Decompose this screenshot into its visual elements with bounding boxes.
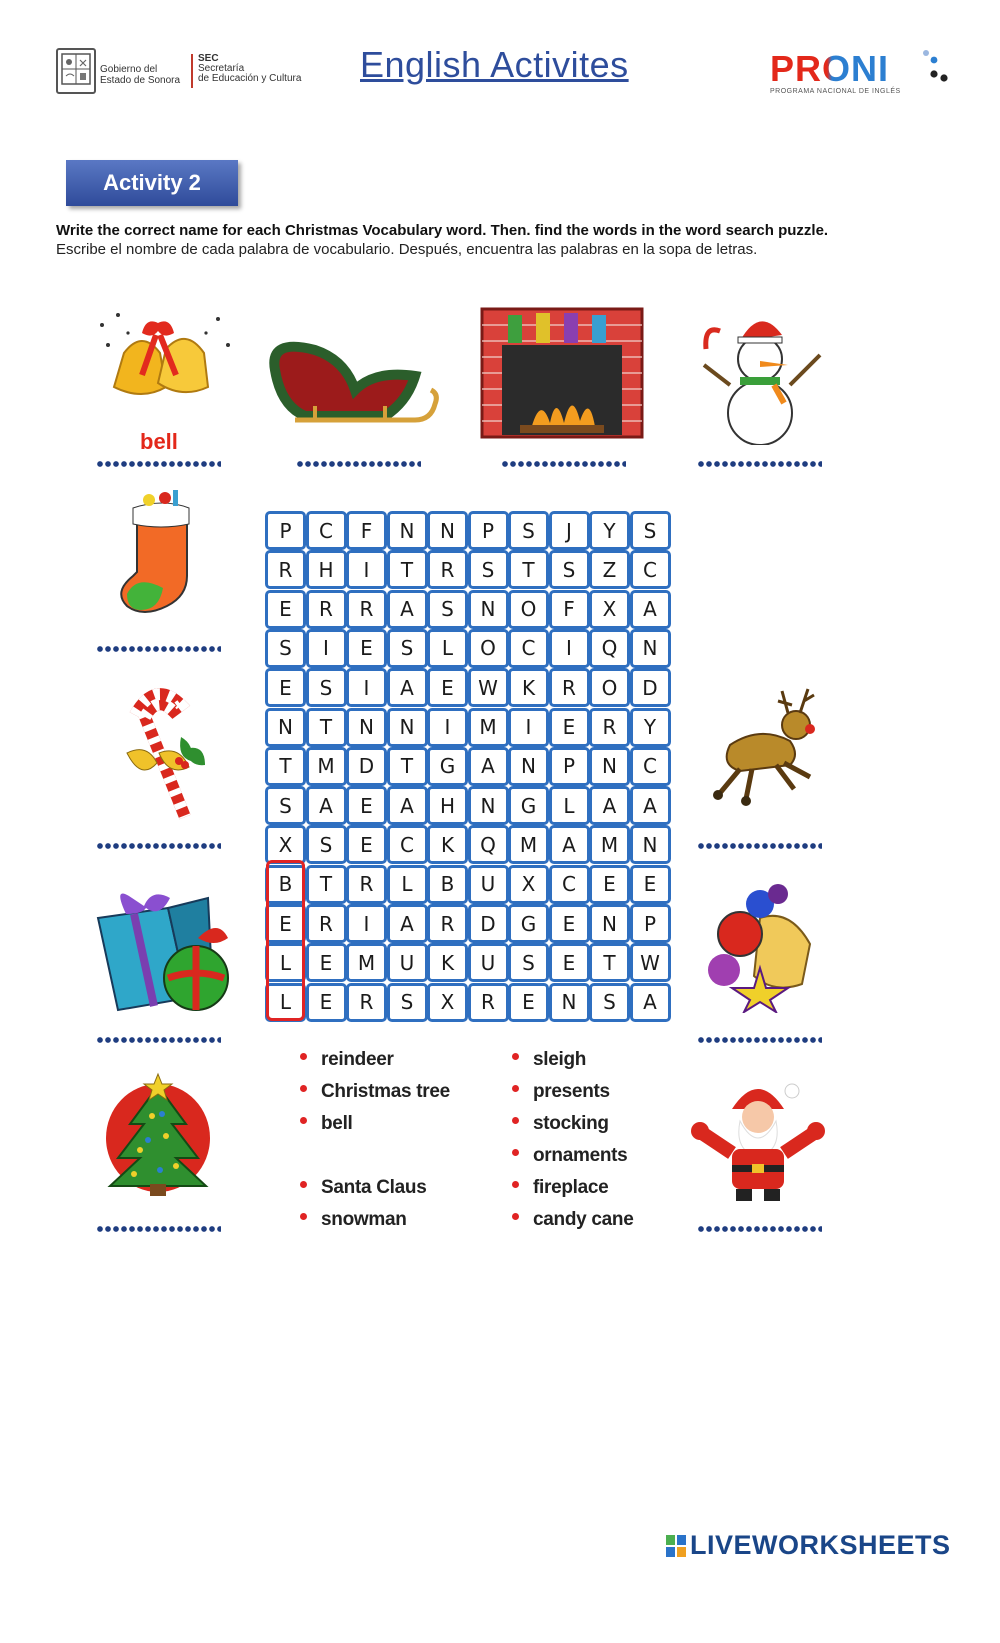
word-list-item: snowman <box>300 1209 500 1241</box>
grid-cell[interactable]: E <box>508 983 549 1022</box>
grid-cell[interactable]: K <box>427 943 468 982</box>
grid-cell[interactable]: H <box>427 786 468 825</box>
government-logo <box>56 48 302 96</box>
grid-cell[interactable]: L <box>265 983 306 1022</box>
gov-line-1: Gobierno del <box>100 64 158 75</box>
grid-cell[interactable]: T <box>265 747 306 786</box>
grid-cell[interactable]: B <box>427 865 468 904</box>
sec-line-3: de Educación y Cultura <box>198 73 302 84</box>
candy-cane-icon <box>105 685 215 820</box>
proni-dots-icon <box>920 48 950 84</box>
found-word-highlight <box>266 860 305 1021</box>
word-list-item: Christmas tree <box>300 1081 500 1113</box>
grid-cell[interactable]: D <box>630 668 671 707</box>
grid-cell[interactable]: N <box>508 747 549 786</box>
grid-cell[interactable]: A <box>387 904 428 943</box>
word-list-item: stocking <box>512 1113 712 1145</box>
grid-cell[interactable]: S <box>589 983 630 1022</box>
ornaments-picture <box>700 878 825 1013</box>
sonora-emblem-icon <box>56 48 96 94</box>
grid-cell[interactable]: O <box>508 590 549 629</box>
fireplace-picture <box>480 305 645 440</box>
grid-cell[interactable]: X <box>508 865 549 904</box>
grid-cell[interactable]: J <box>549 511 590 550</box>
grid-cell[interactable]: X <box>427 983 468 1022</box>
grid-cell[interactable]: K <box>508 668 549 707</box>
grid-cell[interactable]: R <box>427 550 468 589</box>
grid-cell[interactable]: O <box>589 668 630 707</box>
grid-cell[interactable]: I <box>346 550 387 589</box>
grid-cell[interactable]: S <box>306 825 347 864</box>
grid-cell[interactable]: Q <box>589 629 630 668</box>
presents-picture <box>78 878 236 1018</box>
answer-line-christmas-tree[interactable] <box>97 1225 221 1233</box>
ornaments-icon <box>700 878 825 1013</box>
grid-cell[interactable]: N <box>346 708 387 747</box>
grid-cell[interactable]: N <box>387 511 428 550</box>
grid-cell[interactable]: A <box>468 747 509 786</box>
grid-cell[interactable]: S <box>427 590 468 629</box>
grid-cell[interactable]: N <box>468 590 509 629</box>
grid-cell[interactable]: L <box>265 943 306 982</box>
grid-cell[interactable]: S <box>508 943 549 982</box>
gov-line-2: Estado de Sonora <box>100 75 181 86</box>
grid-cell[interactable]: T <box>306 708 347 747</box>
grid-cell[interactable]: I <box>346 668 387 707</box>
grid-cell[interactable]: E <box>549 943 590 982</box>
grid-cell[interactable]: S <box>265 629 306 668</box>
grid-cell[interactable]: M <box>589 825 630 864</box>
word-list-item: sleigh <box>512 1049 712 1081</box>
grid-cell[interactable]: M <box>508 825 549 864</box>
grid-cell[interactable]: C <box>630 550 671 589</box>
grid-cell[interactable]: U <box>468 943 509 982</box>
sec-line-2: Secretaría <box>198 63 245 74</box>
grid-cell[interactable]: A <box>630 983 671 1022</box>
grid-cell[interactable]: S <box>265 786 306 825</box>
grid-cell[interactable]: I <box>346 904 387 943</box>
grid-cell[interactable]: N <box>630 629 671 668</box>
grid-cell[interactable]: A <box>630 590 671 629</box>
grid-cell[interactable]: L <box>387 865 428 904</box>
grid-cell[interactable]: A <box>549 825 590 864</box>
grid-cell[interactable]: R <box>427 904 468 943</box>
answer-line-presents[interactable] <box>97 1036 221 1044</box>
grid-cell[interactable]: R <box>346 983 387 1022</box>
grid-cell[interactable]: P <box>468 511 509 550</box>
grid-cell[interactable]: E <box>306 983 347 1022</box>
grid-cell[interactable]: S <box>468 550 509 589</box>
grid-cell[interactable]: L <box>427 629 468 668</box>
answer-line-fireplace[interactable] <box>502 460 626 468</box>
grid-cell[interactable]: E <box>346 825 387 864</box>
grid-cell[interactable]: E <box>427 668 468 707</box>
grid-cell[interactable]: A <box>589 786 630 825</box>
word-list-item: fireplace <box>512 1177 712 1209</box>
grid-cell[interactable]: N <box>387 708 428 747</box>
grid-cell[interactable]: W <box>468 668 509 707</box>
stocking-picture <box>113 490 208 625</box>
reindeer-icon <box>700 685 830 815</box>
grid-cell[interactable]: O <box>468 629 509 668</box>
answer-line-ornaments[interactable] <box>698 1036 822 1044</box>
instruction-spanish: Escribe el nombre de cada palabra de vocabulario. Después, encuentra las palabras en la sopa de letras. <box>56 241 758 258</box>
grid-cell[interactable]: M <box>346 943 387 982</box>
grid-cell[interactable]: R <box>549 668 590 707</box>
word-list-item: candy cane <box>512 1209 712 1241</box>
grid-cell[interactable]: T <box>589 943 630 982</box>
activity-badge: Activity 2 <box>66 160 238 206</box>
grid-cell[interactable]: D <box>468 904 509 943</box>
instruction-english: Write the correct name for each Christmas Vocabulary word. Then. find the words in the word search puzzle. <box>56 222 829 239</box>
grid-cell[interactable]: N <box>589 904 630 943</box>
word-list-item: bell <box>300 1113 500 1145</box>
candy-cane-picture <box>105 685 215 820</box>
grid-cell[interactable]: T <box>387 747 428 786</box>
grid-cell[interactable]: R <box>346 865 387 904</box>
grid-cell[interactable]: C <box>508 629 549 668</box>
grid-cell[interactable]: W <box>630 943 671 982</box>
answer-line-bell[interactable] <box>97 460 221 468</box>
grid-cell[interactable]: T <box>306 865 347 904</box>
grid-cell[interactable]: S <box>508 511 549 550</box>
answer-line-sleigh[interactable] <box>297 460 421 468</box>
grid-cell[interactable]: X <box>265 825 306 864</box>
answer-line-santa-claus[interactable] <box>698 1225 822 1233</box>
bell-label: bell <box>140 429 178 454</box>
liveworksheets-wordmark: LIVEWORKSHEETS <box>690 1530 951 1560</box>
grid-cell[interactable]: B <box>265 865 306 904</box>
grid-cell[interactable]: R <box>306 904 347 943</box>
sleigh-icon <box>265 330 440 440</box>
proni-subtitle: PROGRAMA NACIONAL DE INGLÉS <box>770 88 901 95</box>
grid-cell[interactable]: G <box>427 747 468 786</box>
grid-cell[interactable]: R <box>589 708 630 747</box>
grid-cell[interactable]: Z <box>589 550 630 589</box>
logo-divider <box>191 54 193 88</box>
answer-line-stocking[interactable] <box>97 645 221 653</box>
grid-cell[interactable]: D <box>346 747 387 786</box>
answer-line-snowman[interactable] <box>698 460 822 468</box>
grid-cell[interactable]: Y <box>589 511 630 550</box>
grid-cell[interactable]: T <box>508 550 549 589</box>
snowman-picture <box>690 305 835 445</box>
grid-cell[interactable]: P <box>549 747 590 786</box>
word-list-col-2 <box>512 1049 712 1241</box>
grid-cell[interactable]: R <box>346 590 387 629</box>
grid-cell[interactable]: E <box>549 708 590 747</box>
reindeer-picture <box>700 685 830 815</box>
grid-cell[interactable]: N <box>549 983 590 1022</box>
grid-cell[interactable]: Y <box>630 708 671 747</box>
page-title: English Activites <box>360 44 629 85</box>
grid-cell[interactable]: I <box>427 708 468 747</box>
snowman-icon <box>690 305 835 445</box>
grid-cell[interactable]: E <box>346 629 387 668</box>
liveworksheets-logo[interactable] <box>666 1530 951 1561</box>
grid-cell[interactable]: C <box>630 747 671 786</box>
proni-logo <box>770 48 950 98</box>
grid-cell[interactable]: I <box>549 629 590 668</box>
grid-cell[interactable]: E <box>589 865 630 904</box>
bell-picture <box>88 305 238 455</box>
grid-cell[interactable]: G <box>508 786 549 825</box>
word-list-col-1 <box>300 1049 500 1241</box>
answer-line-candy-cane[interactable] <box>97 842 221 850</box>
grid-cell[interactable]: A <box>387 590 428 629</box>
grid-cell[interactable]: P <box>265 511 306 550</box>
grid-cell[interactable]: C <box>387 825 428 864</box>
grid-cell[interactable]: I <box>306 629 347 668</box>
grid-cell[interactable]: G <box>508 904 549 943</box>
word-list-item: Santa Claus <box>300 1177 500 1209</box>
grid-cell[interactable]: E <box>265 590 306 629</box>
grid-cell[interactable]: E <box>630 865 671 904</box>
grid-cell[interactable]: S <box>306 668 347 707</box>
grid-cell[interactable]: M <box>306 747 347 786</box>
grid-cell[interactable]: R <box>306 590 347 629</box>
word-list-item: ornaments <box>512 1145 712 1177</box>
grid-cell[interactable]: X <box>589 590 630 629</box>
grid-cell[interactable]: A <box>387 786 428 825</box>
grid-cell[interactable]: C <box>549 865 590 904</box>
grid-cell[interactable]: N <box>427 511 468 550</box>
grid-cell[interactable]: E <box>265 904 306 943</box>
proni-wordmark: PRONI <box>770 48 890 89</box>
grid-cell[interactable]: E <box>306 943 347 982</box>
grid-cell[interactable]: C <box>306 511 347 550</box>
grid-cell[interactable]: R <box>468 983 509 1022</box>
grid-cell[interactable]: E <box>346 786 387 825</box>
grid-cell[interactable]: M <box>468 708 509 747</box>
grid-cell[interactable]: R <box>265 550 306 589</box>
grid-cell[interactable]: I <box>508 708 549 747</box>
grid-cell[interactable]: N <box>468 786 509 825</box>
liveworksheets-icon <box>666 1535 686 1557</box>
sleigh-picture <box>265 330 440 440</box>
sec-line-1: SEC <box>198 53 219 64</box>
christmas-tree-picture <box>100 1070 215 1200</box>
grid-cell[interactable]: L <box>549 786 590 825</box>
grid-cell[interactable]: N <box>630 825 671 864</box>
grid-cell[interactable]: A <box>387 668 428 707</box>
grid-cell[interactable]: S <box>387 983 428 1022</box>
grid-cell[interactable]: A <box>306 786 347 825</box>
grid-cell[interactable]: E <box>549 904 590 943</box>
grid-cell[interactable]: S <box>630 511 671 550</box>
grid-cell[interactable]: N <box>265 708 306 747</box>
grid-cell[interactable]: U <box>468 865 509 904</box>
grid-cell[interactable]: A <box>630 786 671 825</box>
christmas-tree-icon <box>100 1070 215 1200</box>
grid-cell[interactable]: N <box>589 747 630 786</box>
answer-line-reindeer[interactable] <box>698 842 822 850</box>
grid-cell[interactable]: Q <box>468 825 509 864</box>
presents-icon <box>78 878 236 1018</box>
grid-cell[interactable]: P <box>630 904 671 943</box>
grid-cell[interactable]: U <box>387 943 428 982</box>
grid-cell[interactable]: H <box>306 550 347 589</box>
grid-cell[interactable]: F <box>549 590 590 629</box>
stocking-icon <box>113 490 208 625</box>
grid-cell[interactable]: T <box>387 550 428 589</box>
grid-cell[interactable]: S <box>549 550 590 589</box>
word-list-item: reindeer <box>300 1049 500 1081</box>
grid-cell[interactable]: E <box>265 668 306 707</box>
fireplace-icon <box>480 305 645 440</box>
grid-cell[interactable]: K <box>427 825 468 864</box>
grid-cell[interactable]: S <box>387 629 428 668</box>
word-list-item: presents <box>512 1081 712 1113</box>
grid-cell[interactable]: F <box>346 511 387 550</box>
